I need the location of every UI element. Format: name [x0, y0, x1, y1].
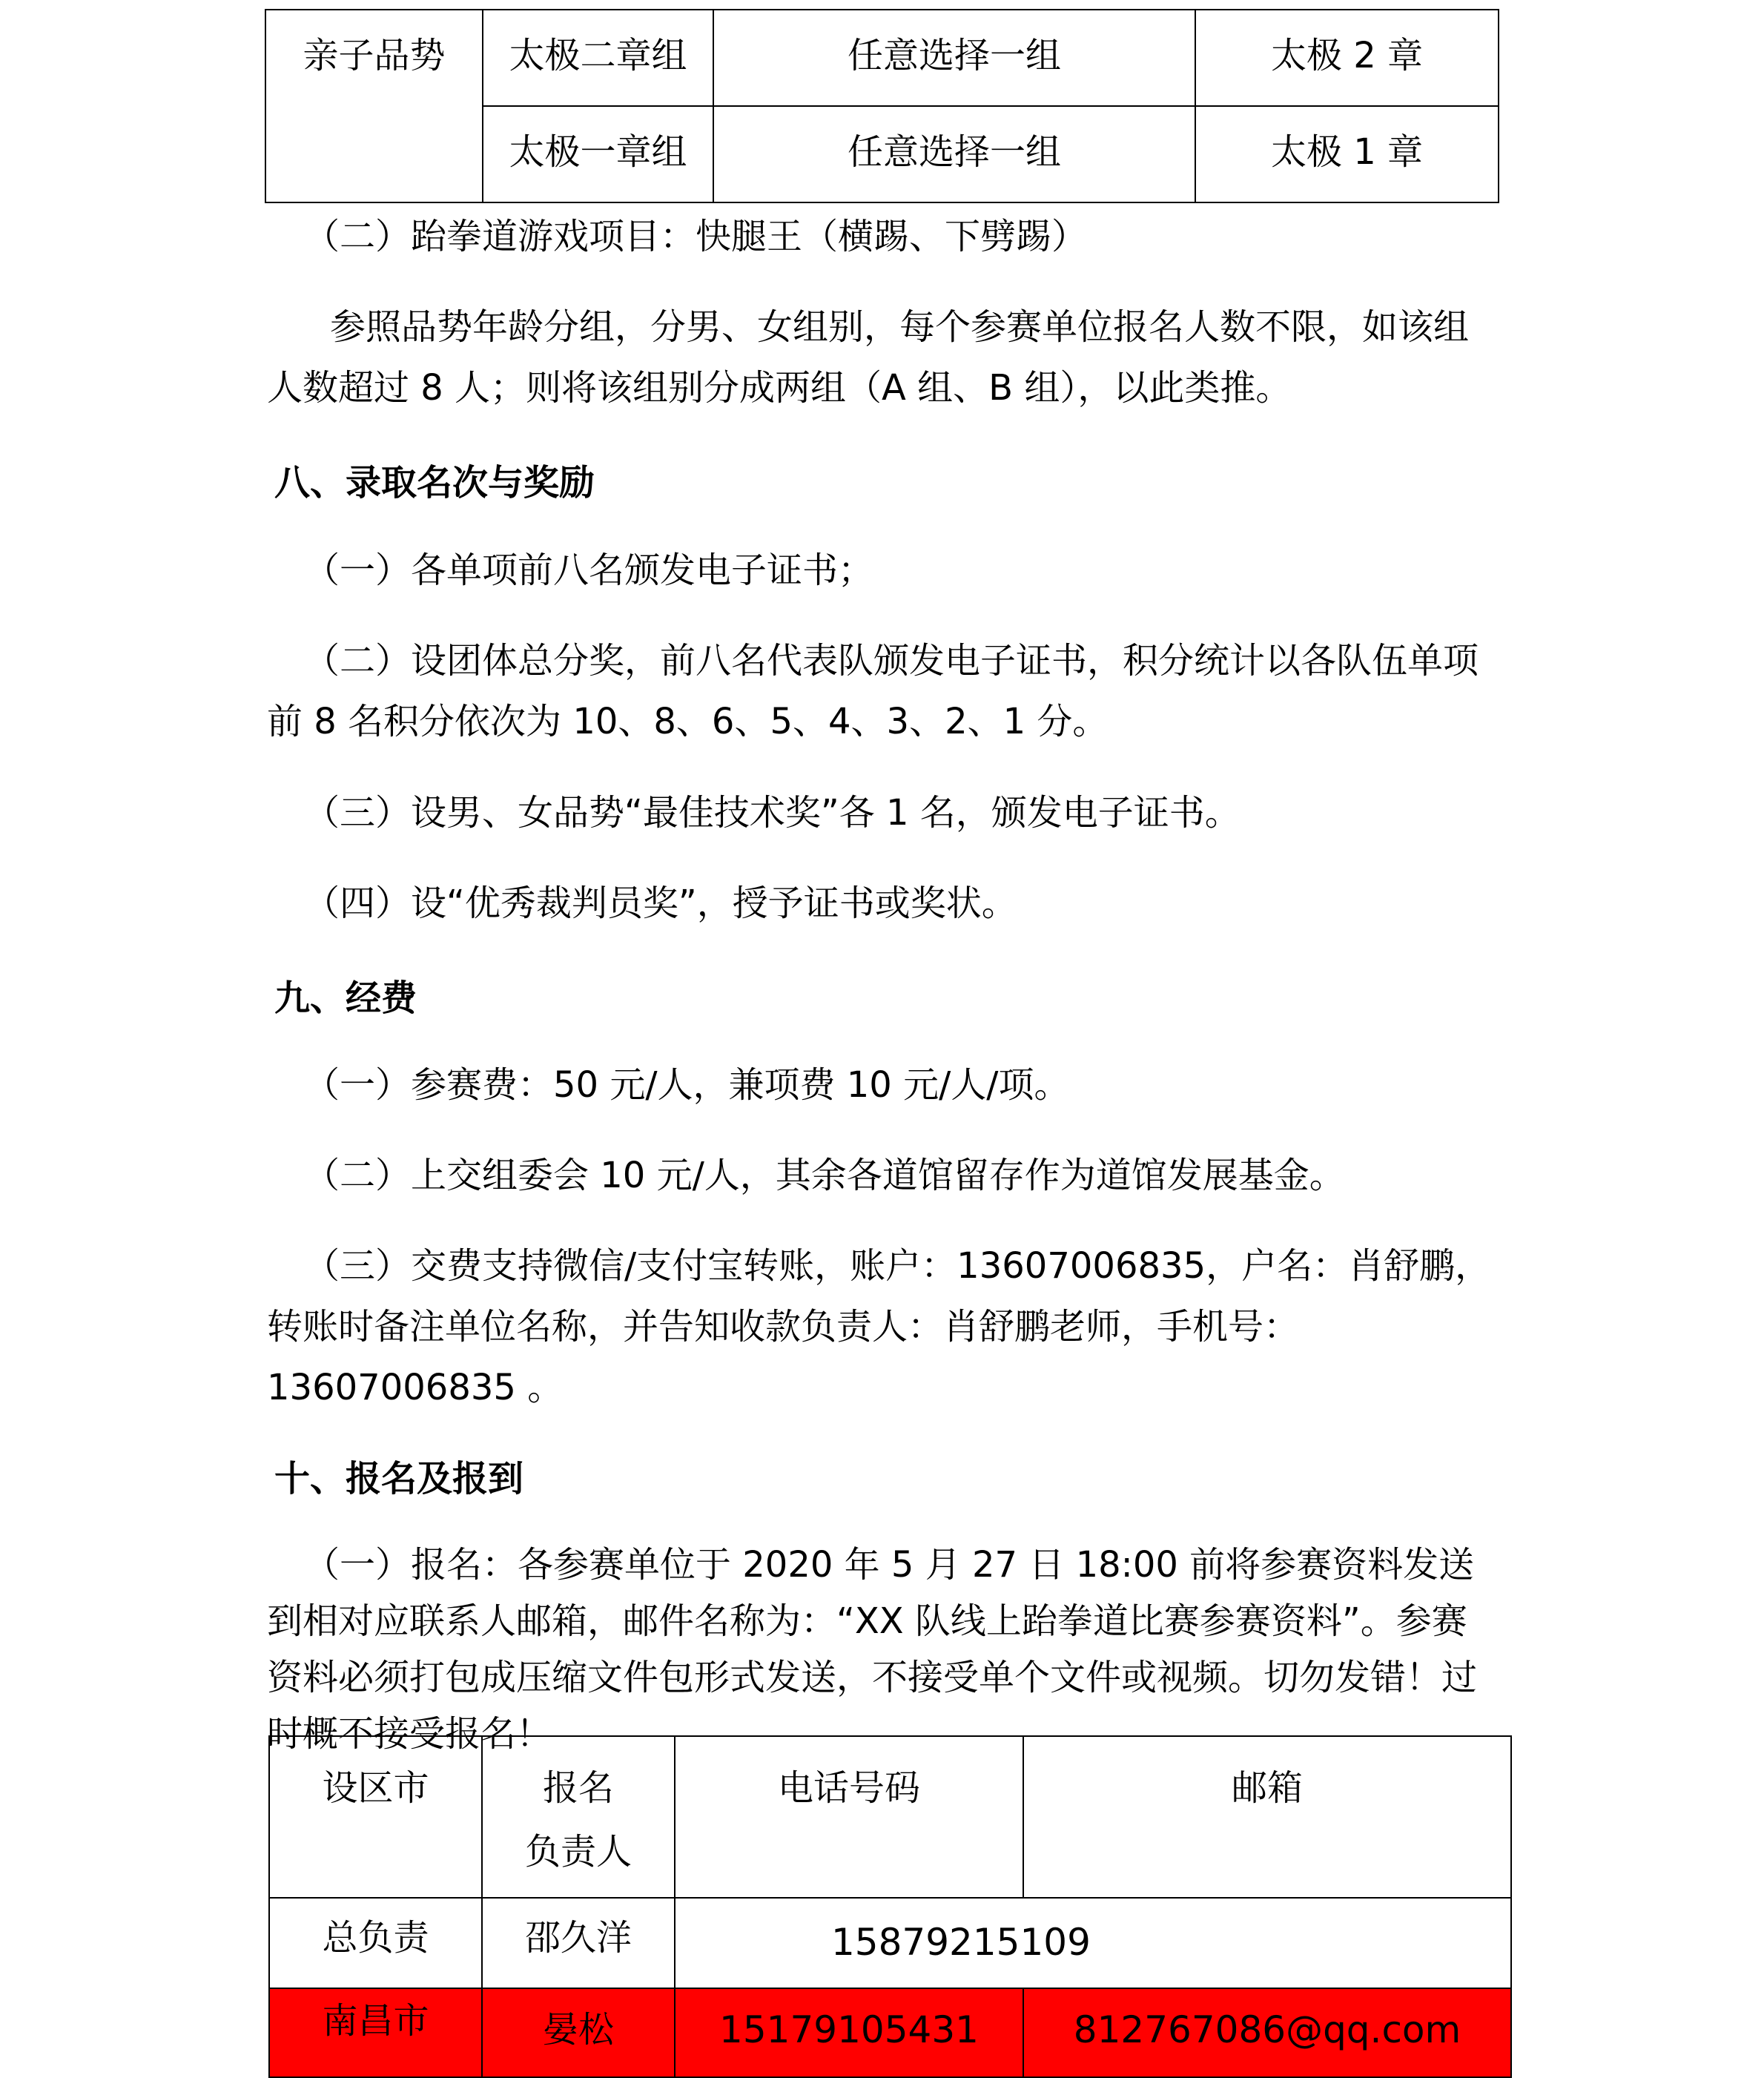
- table-cell: 邵久洋: [482, 1898, 675, 1988]
- header-cell-person: [482, 1736, 675, 1898]
- paragraph: （一）各单项前八名颁发电子证书；: [304, 550, 874, 591]
- section-heading: 十、报名及报到: [274, 1458, 524, 1500]
- table-cell: 太极一章组: [483, 106, 713, 202]
- paragraph: （三）设男、女品势“最佳技术奖”各 1 名，颁发电子证书。: [304, 792, 1241, 834]
- header-cell-city: 设区市: [269, 1736, 482, 1898]
- paragraph: （一）报名：各参赛单位于 2020 年 5 月 27 日 18:00 前将参赛资料发送到相对应联系人邮箱，邮件名称为：“XX 队线上跆拳道比赛参赛资料”。参赛资料必须打包成压缩文件包形式发送，不接受单个文件或视频。切勿发错！过时概不接受报名！: [267, 1544, 1478, 1755]
- table-row: [269, 1898, 1511, 1988]
- paragraph: （三）交费支持微信/支付宝转账，账户：13607006835，户名：肖舒鹏，转账时备注单位名称，并告知收款负责人：肖舒鹏老师，手机号：13607006835 。: [267, 1245, 1491, 1408]
- contact-table: [268, 1735, 1512, 2078]
- table-cell: 南昌市: [269, 1988, 482, 2077]
- table-cell: [675, 1898, 1511, 1988]
- table-cell: 任意选择一组: [713, 106, 1195, 202]
- table-cell: 15179105431: [675, 1988, 1023, 2077]
- table-cell: 亲子品势: [265, 10, 483, 202]
- table-row: [265, 10, 1499, 106]
- paragraph: （二）上交组委会 10 元/人，其余各道馆留存作为道馆发展基金。: [304, 1155, 1345, 1196]
- table-row-highlighted: [269, 1988, 1511, 2077]
- paragraph: （一）参赛费：50 元/人，兼项费 10 元/人/项。: [304, 1064, 1070, 1106]
- header-person-line2: 负责人: [524, 1831, 632, 1873]
- header-person-line1: 报名: [542, 1767, 614, 1809]
- paragraph: （二）设团体总分奖，前八名代表队颁发电子证书，积分统计以各队伍单项前 8 名积分依次为 10、8、6、5、4、3、2、1 分。: [267, 640, 1479, 742]
- table-cell: 太极二章组: [483, 10, 713, 106]
- paragraph: 参照品势年龄分组，分男、女组别，每个参赛单位报名人数不限，如该组人数超过 8 人；则将该组别分成两组（A 组、B 组），以此类推。: [267, 306, 1470, 409]
- header-cell-phone: 电话号码: [675, 1736, 1023, 1898]
- table-cell: 太极 1 章: [1195, 106, 1499, 202]
- header-cell-email: 邮箱: [1023, 1736, 1511, 1898]
- table-cell: 总负责: [269, 1898, 482, 1988]
- table-cell: 太极 2 章: [1195, 10, 1499, 106]
- table-header-row: [269, 1736, 1511, 1898]
- table-cell: 812767086@qq.com: [1023, 1988, 1511, 2077]
- table-cell: 晏松: [482, 1988, 675, 2077]
- paragraph: （四）设“优秀裁判员奖”，授予证书或奖状。: [304, 883, 1017, 924]
- event-table: [265, 9, 1499, 203]
- section-heading: 九、经费: [274, 977, 417, 1019]
- phone-number: 15879215109: [831, 1921, 1091, 1964]
- table-cell: 任意选择一组: [713, 10, 1195, 106]
- section-heading: 八、录取名次与奖励: [274, 462, 595, 504]
- paragraph: （二）跆拳道游戏项目：快腿王（横踢、下劈踢）: [304, 216, 1088, 257]
